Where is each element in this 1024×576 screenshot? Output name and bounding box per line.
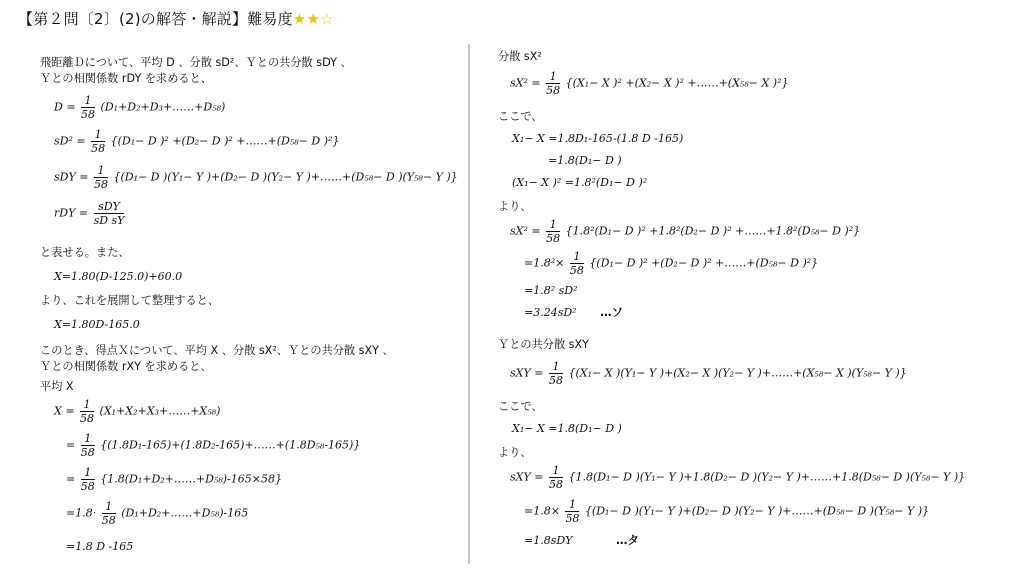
heading-covariance-xy: Ｙとの共分散 sXY	[498, 338, 590, 351]
equation-covariance-xy-result: =1.8sDY …タ	[524, 533, 639, 547]
text-for-x-1: このとき、得点Ｘについて、平均 X 、分散 sX²、Ｙとの共分散 sXY 、	[40, 344, 394, 357]
equation-x-simplified: X=1.80D-165.0	[54, 318, 140, 331]
heading-mean-x: 平均 X	[40, 380, 74, 393]
equation-x1-minus-mean: X₁− X =1.8D₁-165-(1.8 D -165)	[512, 132, 684, 145]
equation-variance-x: sX² = $\frac{1}{58}$ {(X₁− X )² +(X₂− X )² +……+(X₅₈− X )²}	[510, 70, 789, 97]
equation-covariance-xy-expanded: sXY = $\frac{1}{58}$ {1.8(D₁− D )(Y₁− Y )+1.8(D₂− D )(Y₂− Y )+……+1.8(D₅₈− D )(Y₅₈− Y )}	[510, 464, 966, 491]
text-yori-2: より、	[498, 446, 532, 459]
equation-covariance-xy-factored: =1.8× $\frac{1}{58}$ {(D₁− D )(Y₁− Y )+(D₂− D )(Y₂− Y )+……+(D₅₈− D )(Y₅₈− Y )}	[524, 498, 930, 525]
equation-x1-minus-mean-2: =1.8(D₁− D )	[548, 154, 622, 167]
equation-x-def: X=1.80(D-125.0)+60.0	[54, 270, 183, 283]
equation-correlation-dy: rDY = $\frac{\text{sDY}}{\text{sD sY}}$	[54, 200, 125, 227]
text-expand: より、これを展開して整理すると、	[40, 294, 220, 307]
equation-x1-minus-mean-sq: (X₁− X )² =1.8²(D₁− D )²	[512, 176, 648, 189]
equation-covariance-xy: sXY = $\frac{1}{58}$ {(X₁− X )(Y₁− Y )+(X₂− X )(Y₂− Y )+……+(X₅₈− X )(Y₅₈− Y )}	[510, 360, 907, 387]
equation-variance-x-result-2: =3.24sD² …ソ	[524, 305, 624, 319]
equation-mean-x-4: =1.8· $\frac{1}{58}$ (D₁+D₂+……+D₅₈)-165	[66, 500, 249, 527]
text-yori-1: より、	[498, 200, 532, 213]
equation-covariance-dy: sDY = $\frac{1}{58}$ {(D₁− D )(Y₁− Y )+(D₂− D )(Y₂− Y )+……+(D₅₈− D )(Y₅₈− Y )}	[54, 164, 458, 191]
star-icon: ★	[306, 10, 321, 28]
page-title	[18, 8, 334, 29]
answer-mark-so: …ソ	[600, 305, 624, 319]
text-here-2: ここで、	[498, 400, 543, 413]
heading-variance-x: 分散 sX²	[498, 50, 542, 63]
equation-mean-x-2: = $\frac{1}{58}$ {(1.8D₁-165)+(1.8D₂-165)+……+(1.8D₅₈-165)}	[66, 432, 361, 459]
title-text: 【第２問〔2〕(2)の解答・解説】難易度	[18, 10, 293, 28]
star-icon: ★	[292, 10, 307, 28]
equation-variance-x-factored: =1.8²× $\frac{1}{58}$ {(D₁− D )² +(D₂− D )² +……+(D₅₈− D )²}	[524, 250, 819, 277]
text-here-1: ここで、	[498, 110, 543, 123]
equation-mean-d: D = $\frac{1}{58}$ (D₁+D₂+D₃+……+D₅₈)	[54, 94, 226, 121]
equation-variance-x-expanded: sX² = $\frac{1}{58}$ {1.8²(D₁− D )² +1.8²(D₂− D )² +……+1.8²(D₅₈− D )²}	[510, 218, 861, 245]
answer-mark-ta: …タ	[615, 533, 639, 547]
equation-x1-minus-mean-3: X₁− X =1.8(D₁− D )	[512, 422, 622, 435]
equation-mean-x-5: =1.8 D -165	[66, 540, 134, 553]
equation-variance-d: sD² = $\frac{1}{58}$ {(D₁− D )² +(D₂− D )² +……+(D₅₈− D )²}	[54, 128, 340, 155]
text-for-x-2: Ｙとの相関係数 rXY を求めると、	[40, 360, 212, 373]
equation-mean-x-1: X = $\frac{1}{58}$ (X₁+X₂+X₃+……+X₅₈)	[54, 398, 221, 425]
star-empty-icon: ☆	[320, 10, 334, 28]
equation-mean-x-3: = $\frac{1}{58}$ {1.8(D₁+D₂+……+D₅₈)-165×58}	[66, 466, 282, 493]
equation-variance-x-result-1: =1.8² sD²	[524, 284, 578, 297]
intro-line-2: Ｙとの相関係数 rDY を求めると、	[40, 72, 212, 85]
text-then: と表せる。また、	[40, 246, 130, 259]
column-divider	[468, 44, 470, 564]
intro-line-1: 飛距離Ｄについて、平均 D 、分散 sD²、Ｙとの共分散 sDY 、	[40, 56, 352, 69]
